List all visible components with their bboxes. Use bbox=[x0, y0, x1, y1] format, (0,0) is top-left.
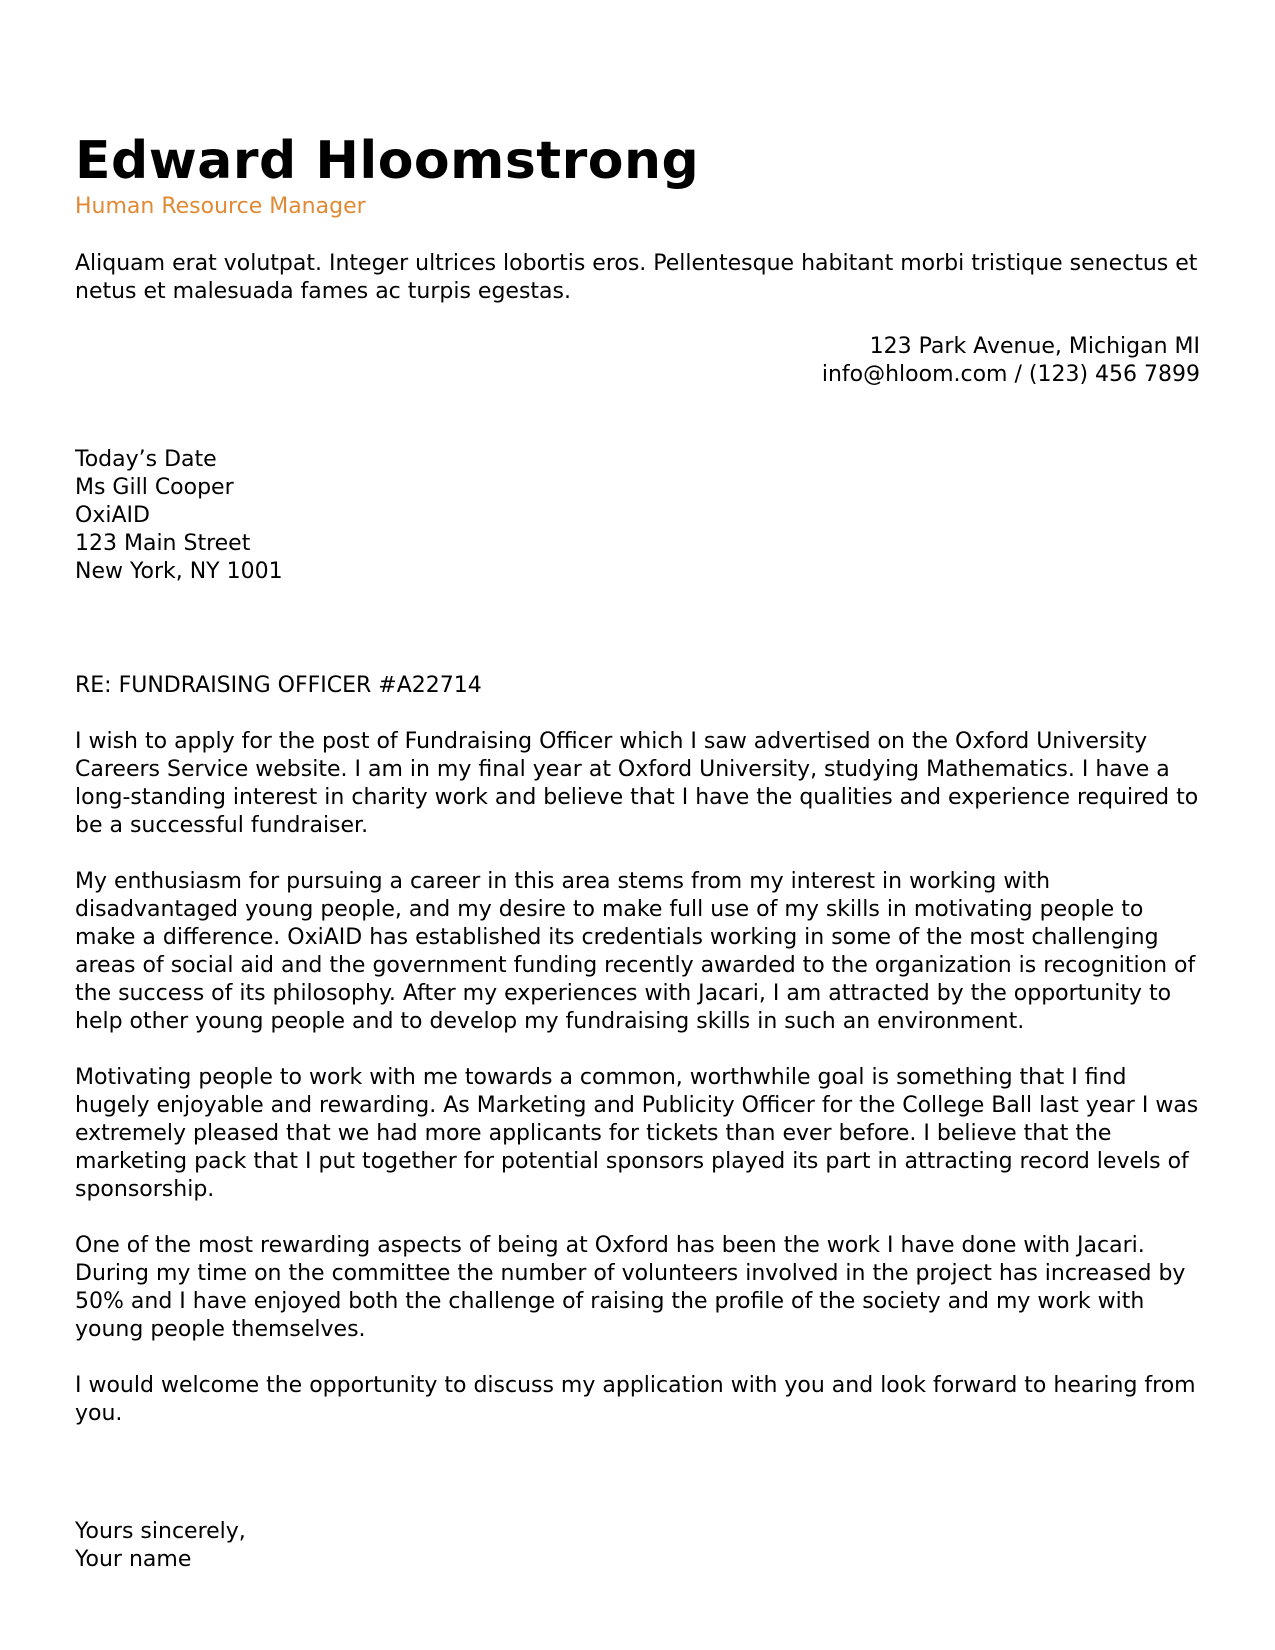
sender-contact-block bbox=[822, 333, 1200, 389]
closing-signature: Your name bbox=[75, 1547, 192, 1572]
applicant-role: Human Resource Manager bbox=[75, 194, 366, 219]
recipient-company: OxiAID bbox=[75, 503, 150, 528]
closing-block bbox=[75, 1518, 246, 1574]
sender-address: 123 Park Avenue, Michigan MI bbox=[869, 334, 1200, 359]
letter-date: Today’s Date bbox=[75, 447, 217, 472]
subject-line: RE: FUNDRAISING OFFICER #A22714 bbox=[75, 673, 482, 698]
cover-letter-page bbox=[75, 0, 1200, 1650]
recipient-city: New York, NY 1001 bbox=[75, 559, 283, 584]
letter-body bbox=[75, 728, 1205, 1456]
recipient-block bbox=[75, 446, 283, 586]
closing-salutation: Yours sincerely, bbox=[75, 1519, 246, 1544]
body-paragraph: One of the most rewarding aspects of being at Oxford has been the work I have done with Jacari. During my time on the committee the number of volunteers involved in the project has increased by 50% and I have enjoyed both the challenge of raising the profile of the society and my work with young people themselves. bbox=[75, 1233, 1186, 1342]
applicant-name: Edward Hloomstrong bbox=[75, 131, 700, 191]
body-paragraph: I would welcome the opportunity to discuss my application with you and look forward to hearing from you. bbox=[75, 1373, 1196, 1426]
body-paragraph: My enthusiasm for pursuing a career in this area stems from my interest in working with disadvantaged young people, and my desire to make full use of my skills in motivating people to make a difference. OxiAID has established its credentials working in some of the most challenging areas of social aid and the government funding recently awarded to the organization is recognition of the success of its philosophy. After my experiences with Jacari, I am attracted by the opportunity to help other young people and to develop my fundraising skills in such an environment. bbox=[75, 869, 1196, 1034]
recipient-street: 123 Main Street bbox=[75, 531, 251, 556]
body-paragraph: I wish to apply for the post of Fundraising Officer which I saw advertised on the Oxford University Careers Service website. I am in my final year at Oxford University, studying Mathematics. I have a long-standing interest in charity work and believe that I have the qualities and experience required to be a successful fundraiser. bbox=[75, 729, 1199, 838]
sender-email-phone: info@hloom.com / (123) 456 7899 bbox=[821, 362, 1200, 387]
body-paragraph: Motivating people to work with me towards a common, worthwhile goal is something that I find hugely enjoyable and rewarding. As Marketing and Publicity Officer for the College Ball last year I was extremely pleased that we had more applicants for tickets than ever before. I believe that the marketing pack that I put together for potential sponsors played its part in attracting record levels of sponsorship. bbox=[75, 1065, 1199, 1202]
recipient-name: Ms Gill Cooper bbox=[75, 475, 234, 500]
applicant-summary: Aliquam erat volutpat. Integer ultrices lobortis eros. Pellentesque habitant morbi tristique senectus et netus et malesuada fames ac turpis egestas. bbox=[75, 251, 1198, 304]
